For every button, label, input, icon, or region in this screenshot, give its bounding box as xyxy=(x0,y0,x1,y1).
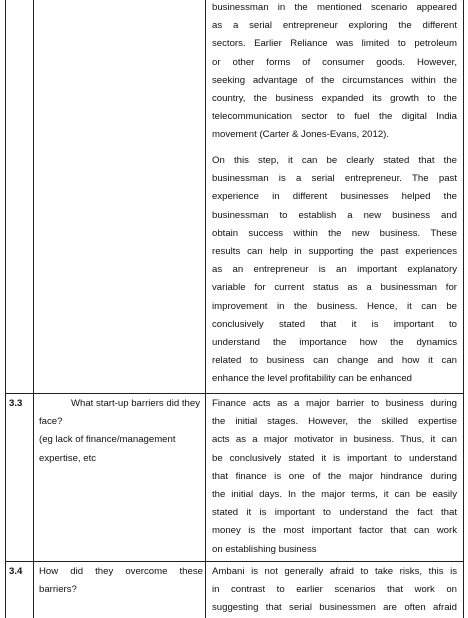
answer-line: acts as a major motivator in business. Thus, it can xyxy=(212,434,457,446)
answer-line: Ambani is not generally afraid to take risks, this is xyxy=(212,566,457,577)
answer-line: or other forms of consumer goods. However, xyxy=(212,56,457,68)
question-cell xyxy=(39,563,203,599)
answer-line: On this step, it can be clearly stated that the xyxy=(212,155,457,166)
row-number: 3.4 xyxy=(9,566,23,577)
row-divider xyxy=(5,393,464,394)
answer-line: be conclusively stated it is important to understand xyxy=(212,452,457,464)
question-line: How did they overcome these xyxy=(39,566,203,577)
question-line: barriers? xyxy=(39,584,77,596)
row-divider xyxy=(5,561,464,562)
answer-line: variable for current status as a businessman for xyxy=(212,282,457,294)
answer-line: in contrast to earlier scenarios that work on xyxy=(212,584,457,596)
column-divider-number xyxy=(33,0,34,618)
table-border-right xyxy=(463,0,464,618)
answer-line: stated it is important to understand the fact that xyxy=(212,507,457,519)
answer-paragraph xyxy=(212,395,457,559)
answer-line: the initial stages. However, the skilled expertise xyxy=(212,416,457,428)
answer-line: businessman to establish a new business and xyxy=(212,209,457,221)
answer-line: as an entrepreneur is an important explanatory xyxy=(212,264,457,276)
answer-line: the initial days. In the major terms, it can be easily xyxy=(212,489,457,501)
answer-paragraph xyxy=(212,563,457,618)
answer-line: businessman is a serial entrepreneur. The past xyxy=(212,173,457,185)
question-line: expertise, etc xyxy=(39,452,97,464)
answer-line: obtain success within the new business. These xyxy=(212,227,457,239)
answer-line: that finance is one of the major hindrance during xyxy=(212,470,457,482)
answer-line: businessman in the mentioned scenario appeared xyxy=(212,2,457,13)
answer-line: related to business can change and how it can xyxy=(212,355,457,367)
answer-line: enhance the level profitability can be enhanced xyxy=(212,373,413,385)
answer-line: as a serial entrepreneur exploring the different xyxy=(212,20,457,32)
row-number: 3.3 xyxy=(9,398,23,409)
answer-line: Finance acts as a major barrier to business during xyxy=(212,398,457,409)
answer-line: on establishing business xyxy=(212,543,317,555)
answer-line: telecommunication sector to fuel the digital India xyxy=(212,111,457,123)
table-border-left xyxy=(5,0,6,618)
answer-line: understand the importance how the dynamics xyxy=(212,337,457,349)
answer-line: conclusively stated that it is important to xyxy=(212,318,457,330)
answer-line: seeking advantage of the circumstances within the xyxy=(212,74,457,86)
answer-line: improvement in the business. Hence, it can be xyxy=(212,300,457,312)
answer-line: suggesting that serial businessmen are often afraid xyxy=(212,602,457,614)
document-table xyxy=(5,0,464,618)
question-cell xyxy=(39,395,203,468)
answer-line: results can help in supporting the past experiences xyxy=(212,246,457,258)
answer-line: movement (Carter & Jones-Evans, 2012). xyxy=(212,129,390,141)
question-line: (eg lack of finance/management xyxy=(39,434,176,446)
answer-paragraph xyxy=(212,152,457,389)
question-line: What start-up barriers did they xyxy=(70,398,200,409)
answer-line: country, the business expanded its growth to the xyxy=(212,93,457,105)
column-divider-question xyxy=(205,0,206,618)
answer-line: experience in different businesses helped the xyxy=(212,191,457,203)
answer-line: sectors. Earlier Reliance was limited to petroleum xyxy=(212,38,457,50)
question-line: face? xyxy=(39,416,63,428)
answer-line: money is the most important factor that can work xyxy=(212,525,457,537)
answer-paragraph xyxy=(212,0,457,145)
